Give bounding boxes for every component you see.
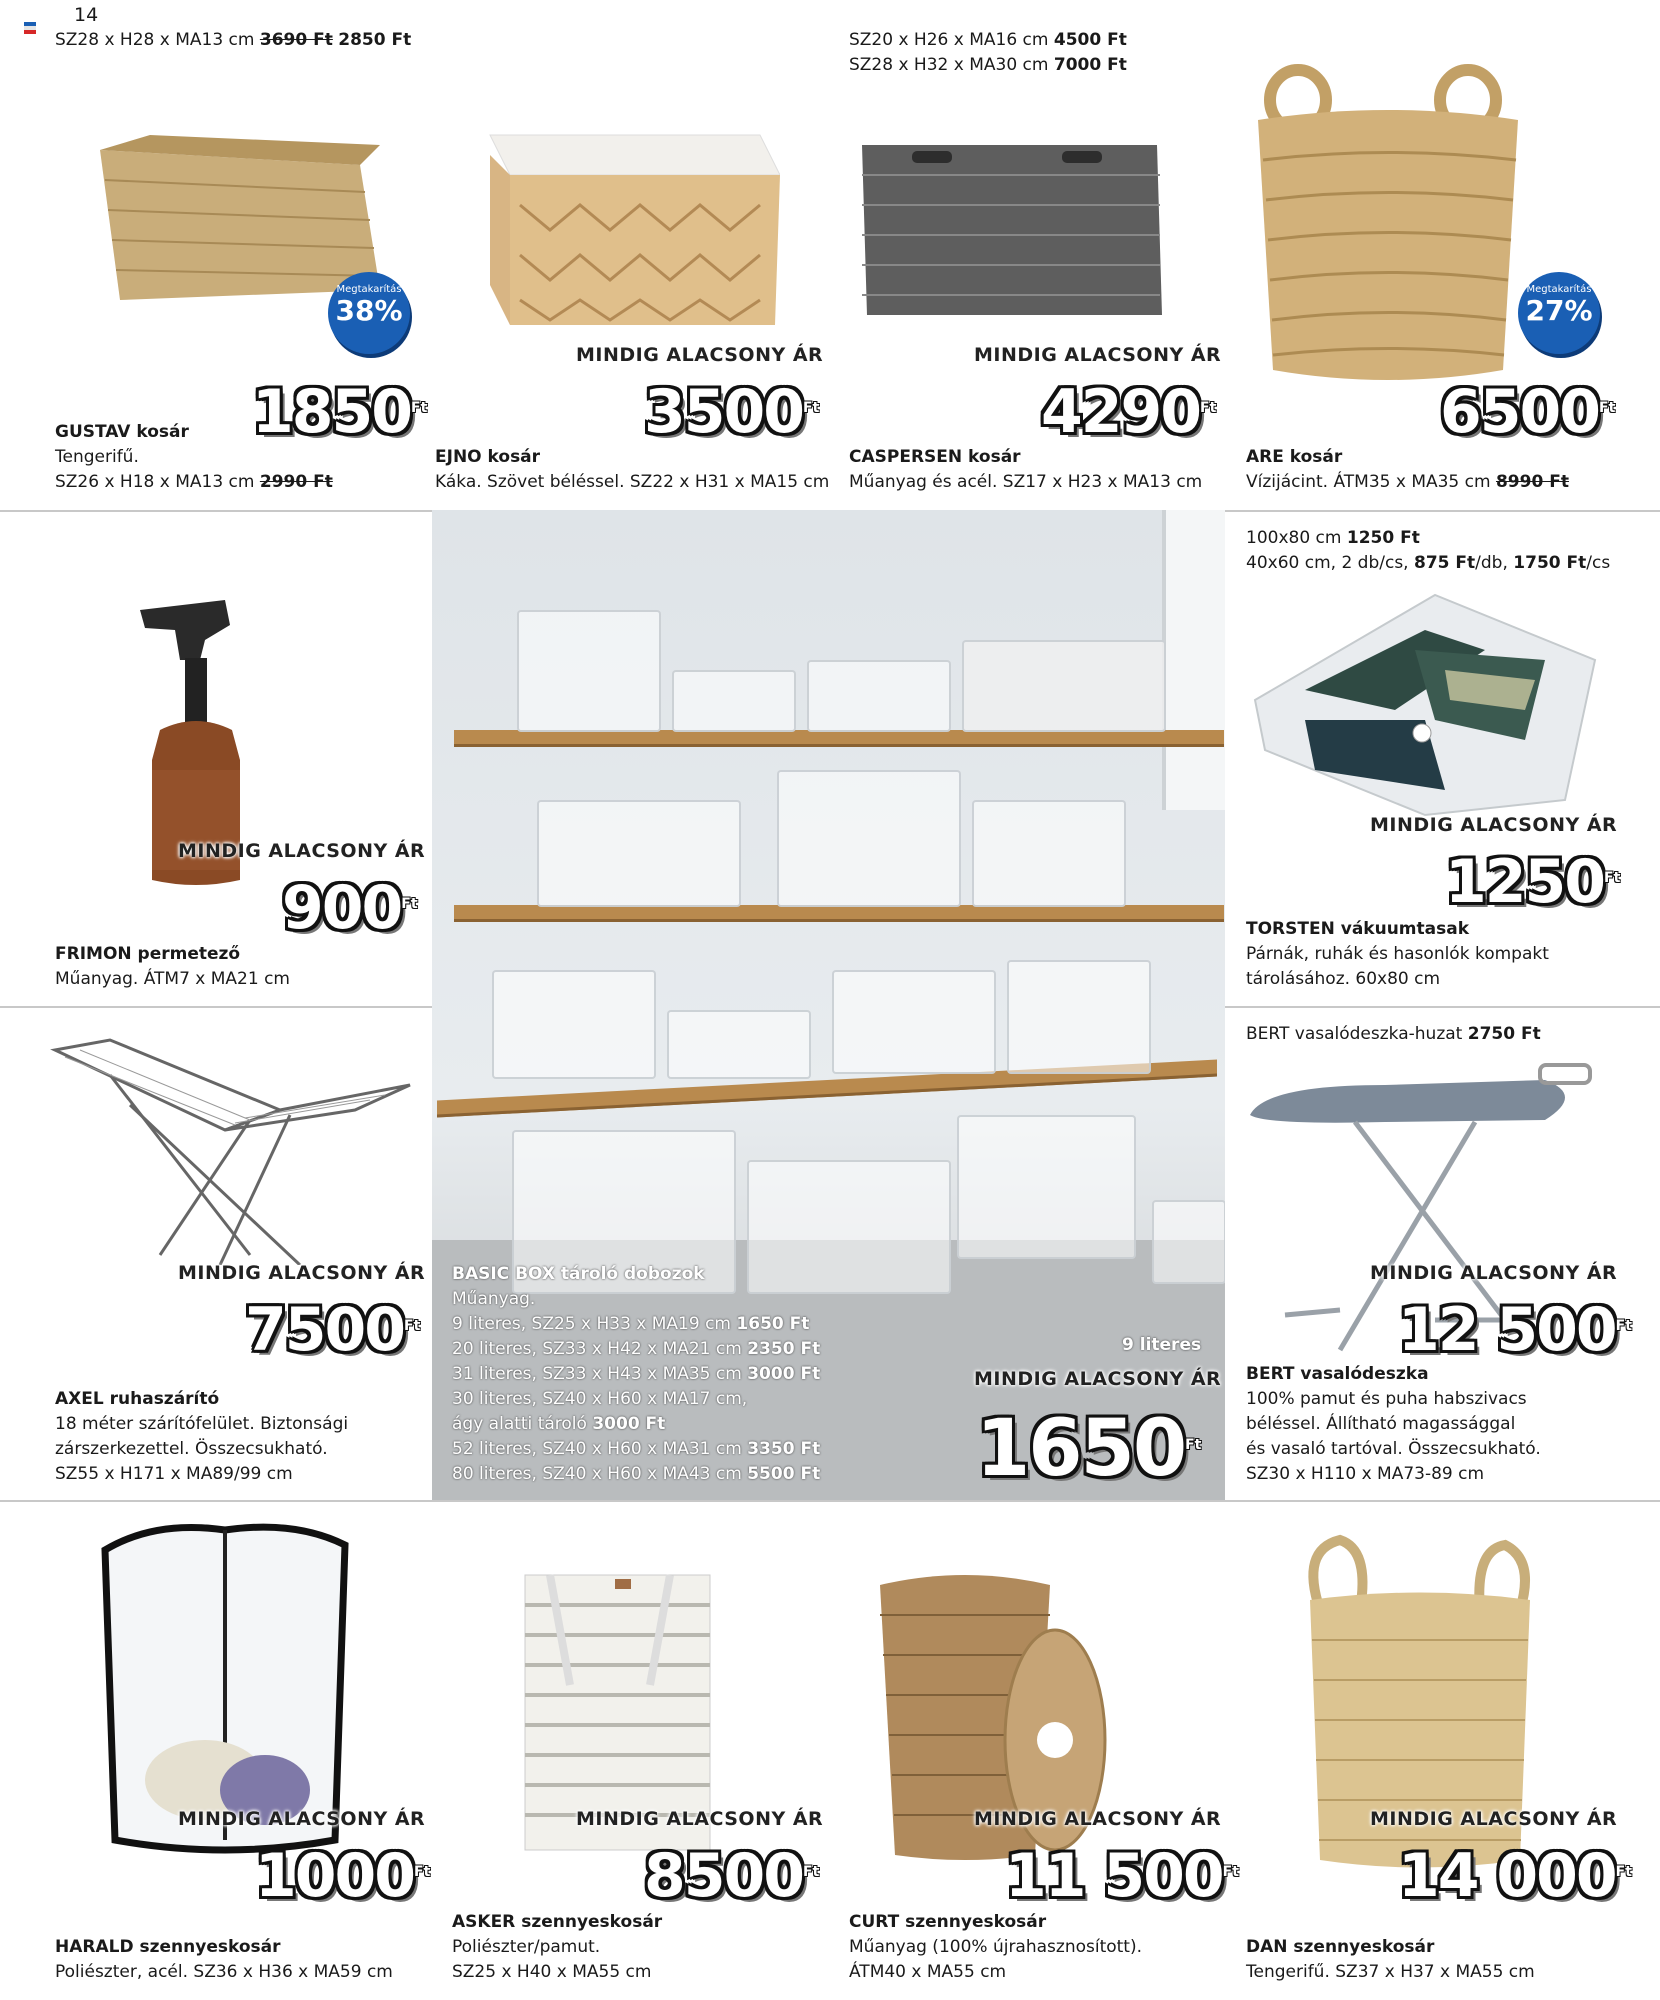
ejno-mindig-label: MINDIG ALACSONY ÁR	[576, 344, 824, 366]
flag-icon	[24, 22, 36, 34]
are-basket-image	[1238, 60, 1538, 390]
torsten-mindig-label: MINDIG ALACSONY ÁR	[1370, 814, 1618, 836]
storage-box	[972, 800, 1126, 907]
caspersen-mindig-label: MINDIG ALACSONY ÁR	[974, 344, 1222, 366]
axel-dryer-image	[50, 1035, 420, 1265]
gustav-material: Tengerifű.	[55, 447, 139, 467]
storage-box	[1152, 1200, 1225, 1284]
basic-box-small-label: 9 literes	[1122, 1335, 1202, 1355]
basic-box-line: 9 literes, SZ25 x H33 x MA19 cm 1650 Ft	[452, 1314, 810, 1334]
axel-price: $7500^{Ft}$	[245, 1295, 421, 1365]
are-desc: Vízijácint. ÁTM35 x MA35 cm 8990 Ft	[1246, 472, 1569, 492]
shelf-1	[454, 730, 1224, 747]
ejno-name: EJNO kosár	[435, 447, 541, 467]
storage-box	[957, 1115, 1136, 1259]
storage-box	[537, 800, 741, 907]
caspersen-name: CASPERSEN kosár	[849, 447, 1021, 467]
storage-box	[517, 610, 661, 732]
caspersen-variant-line-2: SZ28 x H32 x MA30 cm 7000 Ft	[849, 55, 1127, 75]
torsten-variant-2: 40x60 cm, 2 db/cs, 875 Ft/db, 1750 Ft/cs	[1246, 553, 1611, 573]
storage-box	[777, 770, 961, 907]
frimon-name: FRIMON permetező	[55, 944, 241, 964]
curt-mindig-label: MINDIG ALACSONY ÁR	[974, 1808, 1222, 1830]
axel-desc-2: zárszerkezettel. Összecsukható.	[55, 1439, 328, 1459]
harald-mindig-label: MINDIG ALACSONY ÁR	[178, 1808, 426, 1830]
basic-box-line: 52 literes, SZ40 x H60 x MA31 cm 3350 Ft	[452, 1439, 821, 1459]
basic-box-material: Műanyag.	[452, 1289, 536, 1309]
bert-desc-2: béléssel. Állítható magassággal	[1246, 1414, 1516, 1434]
gustav-discount-badge: Megtakarítás 38%	[328, 272, 410, 354]
axel-desc-3: SZ55 x H171 x MA89/99 cm	[55, 1464, 293, 1484]
ejno-basket-image	[480, 115, 780, 335]
torsten-price: $1250^{Ft}$	[1445, 847, 1621, 917]
curt-desc-1: Műanyag (100% újrahasznosított).	[849, 1937, 1143, 1957]
bert-name: BERT vasalódeszka	[1246, 1364, 1429, 1384]
asker-name: ASKER szennyeskosár	[452, 1912, 663, 1932]
caspersen-variant-line-1: SZ20 x H26 x MA16 cm 4500 Ft	[849, 30, 1127, 50]
caspersen-desc: Műanyag és acél. SZ17 x H23 x MA13 cm	[849, 472, 1203, 492]
dan-price: 14 $000^{Ft}$	[1398, 1841, 1632, 1911]
are-discount-badge: Megtakarítás 27%	[1518, 272, 1600, 354]
right-divider	[1225, 1006, 1660, 1008]
torsten-variant-1: 100x80 cm 1250 Ft	[1246, 528, 1420, 548]
torsten-desc-2: tárolásához. 60x80 cm	[1246, 969, 1441, 989]
page-number: 14	[74, 4, 99, 26]
are-price: $6500^{Ft}$	[1440, 377, 1616, 447]
asker-desc-1: Poliészter/pamut.	[452, 1937, 601, 1957]
storage-box	[747, 1160, 951, 1294]
basic-box-name: BASIC BOX tároló dobozok	[452, 1264, 705, 1284]
gustav-price: $1850^{Ft}$	[252, 377, 428, 447]
storage-box	[667, 1010, 811, 1079]
axel-desc-1: 18 méter szárítófelület. Biztonsági	[55, 1414, 349, 1434]
basic-box-line: 30 literes, SZ40 x H60 x MA17 cm,	[452, 1389, 748, 1409]
basic-box-line: 31 literes, SZ33 x H43 x MA35 cm 3000 Ft	[452, 1364, 821, 1384]
asker-price: $8500^{Ft}$	[644, 1841, 820, 1911]
frimon-desc: Műanyag. ÁTM7 x MA21 cm	[55, 969, 290, 989]
bert-price: 12 $500^{Ft}$	[1398, 1295, 1632, 1365]
harald-name: HARALD szennyeskosár	[55, 1937, 281, 1957]
ejno-price: $3500^{Ft}$	[644, 377, 820, 447]
bert-desc-3: és vasaló tartóval. Összecsukható.	[1246, 1439, 1541, 1459]
torsten-desc-1: Párnák, ruhák és hasonlók kompakt	[1246, 944, 1549, 964]
bert-desc-1: 100% pamut és puha habszivacs	[1246, 1389, 1527, 1409]
harald-price: $1000^{Ft}$	[255, 1841, 431, 1911]
gustav-dims: SZ26 x H18 x MA13 cm 2990 Ft	[55, 472, 333, 492]
ejno-desc: Káka. Szövet béléssel. SZ22 x H31 x MA15 cm	[435, 472, 830, 492]
harald-desc: Poliészter, acél. SZ36 x H36 x MA59 cm	[55, 1962, 393, 1982]
caspersen-basket-image	[862, 135, 1162, 325]
gustav-variant-line: SZ28 x H28 x MA13 cm 3690 Ft 2850 Ft	[55, 30, 412, 50]
storage-box	[962, 640, 1166, 732]
bert-desc-4: SZ30 x H110 x MA73-89 cm	[1246, 1464, 1485, 1484]
dan-mindig-label: MINDIG ALACSONY ÁR	[1370, 1808, 1618, 1830]
basic-box-line: 20 literes, SZ33 x H42 x MA21 cm 2350 Ft	[452, 1339, 821, 1359]
storage-box	[492, 970, 656, 1079]
frimon-price: $900^{Ft}$	[282, 873, 418, 943]
curt-price: 11 $500^{Ft}$	[1005, 1841, 1239, 1911]
basic-box-line: ágy alatti tároló 3000 Ft	[452, 1414, 666, 1434]
frimon-mindig-label: MINDIG ALACSONY ÁR	[178, 840, 426, 862]
basic-box-price: $1650^{Ft}$	[976, 1404, 1202, 1494]
caspersen-price: $4290^{Ft}$	[1041, 377, 1217, 447]
dan-desc: Tengerifű. SZ37 x H37 x MA55 cm	[1246, 1962, 1535, 1982]
storage-box	[1007, 960, 1151, 1074]
shelf-2	[454, 905, 1224, 922]
storage-box	[672, 670, 796, 732]
curt-name: CURT szennyeskosár	[849, 1912, 1047, 1932]
basic-box-line: 80 literes, SZ40 x H60 x MA43 cm 5500 Ft	[452, 1464, 821, 1484]
asker-mindig-label: MINDIG ALACSONY ÁR	[576, 1808, 824, 1830]
storage-box	[807, 660, 951, 732]
asker-desc-2: SZ25 x H40 x MA55 cm	[452, 1962, 652, 1982]
are-name: ARE kosár	[1246, 447, 1343, 467]
torsten-bag-image	[1245, 590, 1605, 820]
axel-name: AXEL ruhaszárító	[55, 1389, 220, 1409]
bert-mindig-label: MINDIG ALACSONY ÁR	[1370, 1262, 1618, 1284]
dan-name: DAN szennyeskosár	[1246, 1937, 1435, 1957]
row-divider-2	[0, 1500, 1660, 1502]
left-divider	[0, 1006, 432, 1008]
curt-desc-2: ÁTM40 x MA55 cm	[849, 1962, 1007, 1982]
basic-box-mindig-label: MINDIG ALACSONY ÁR	[974, 1368, 1222, 1390]
storage-box	[832, 970, 996, 1074]
bert-cover-line: BERT vasalódeszka-huzat 2750 Ft	[1246, 1024, 1541, 1044]
axel-mindig-label: MINDIG ALACSONY ÁR	[178, 1262, 426, 1284]
gustav-name: GUSTAV kosár	[55, 422, 189, 442]
torsten-name: TORSTEN vákuumtasak	[1246, 919, 1470, 939]
